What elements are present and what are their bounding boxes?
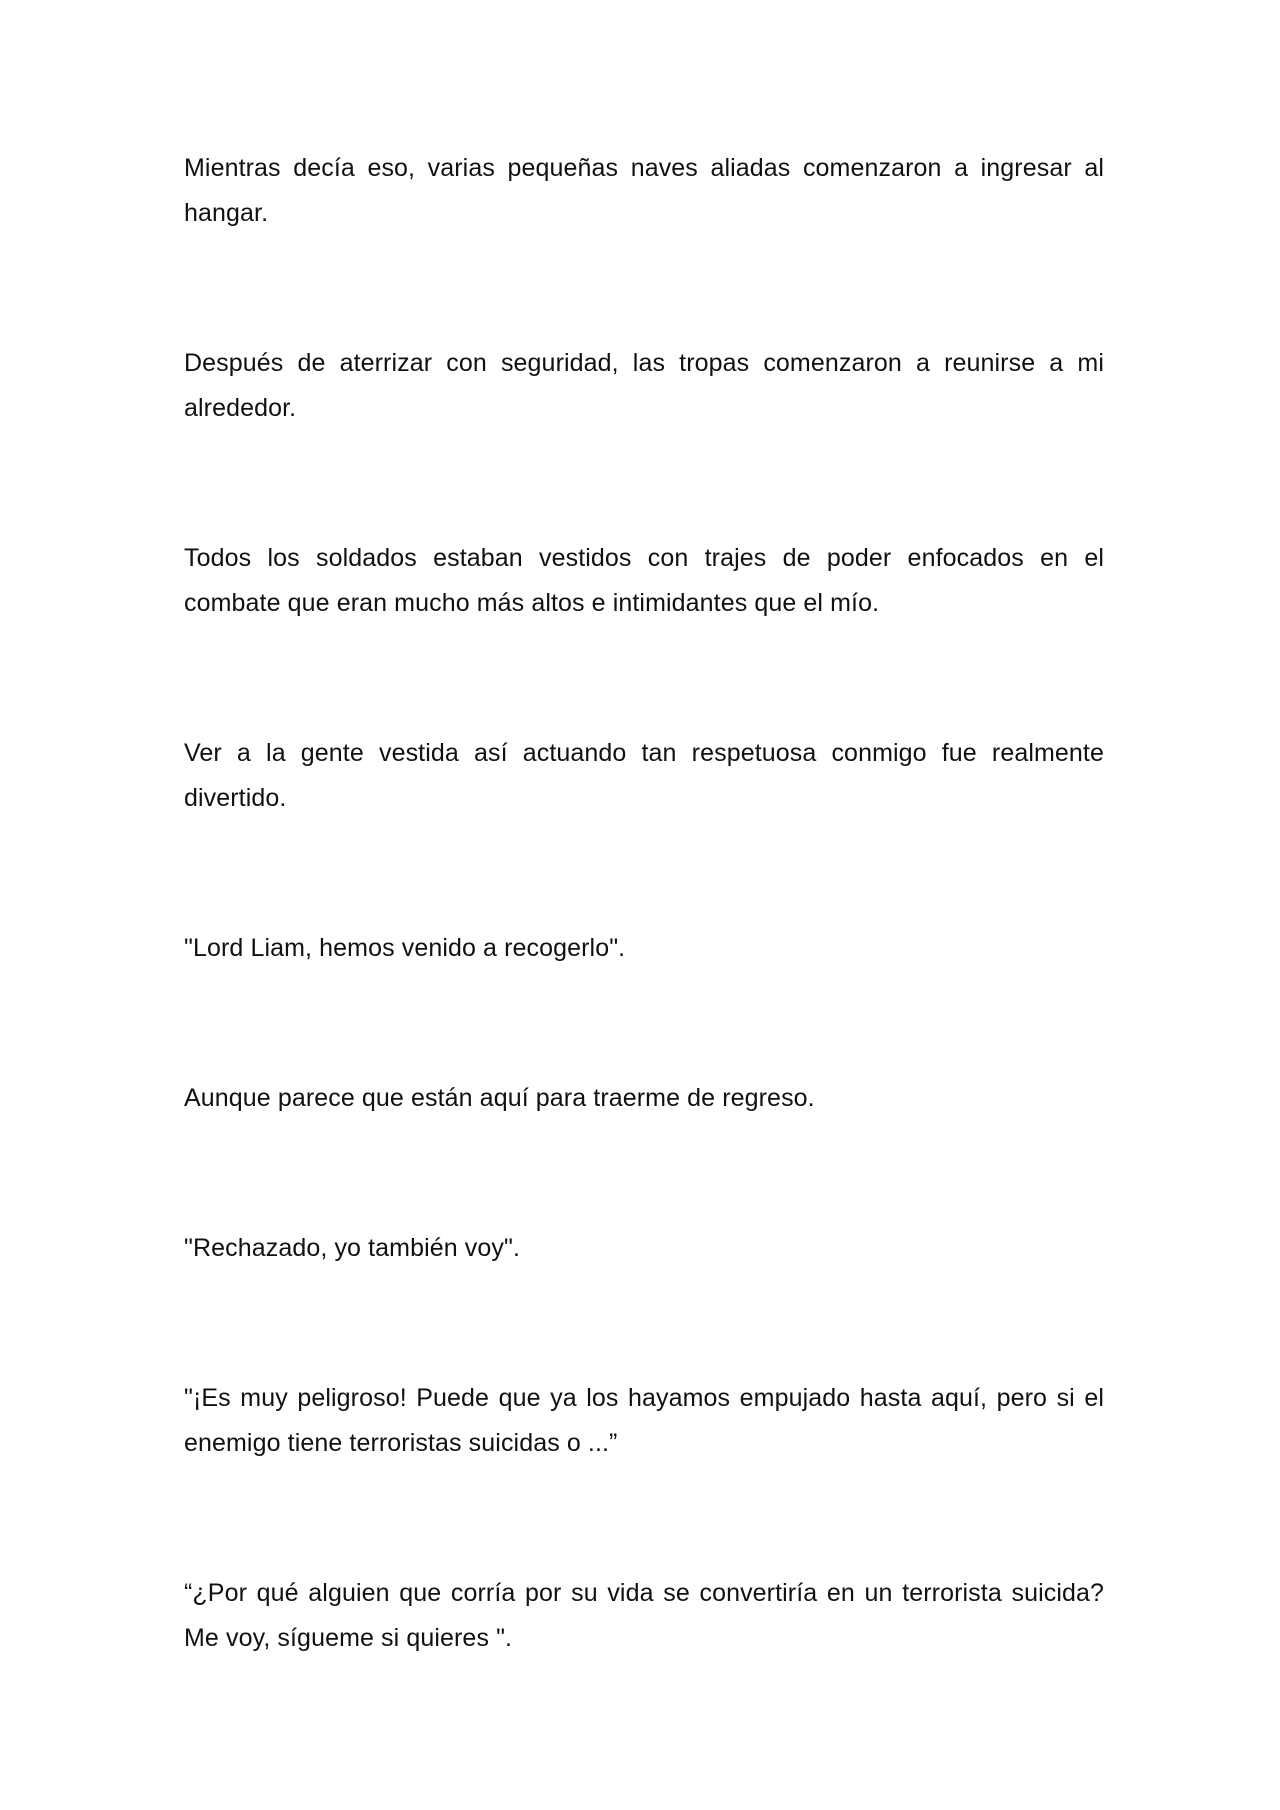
paragraph-9: “¿Por qué alguien que corría por su vida se convertiría en un terrorista suicida? Me voy, sígueme si quieres ".: [184, 1579, 1104, 1652]
paragraph-3: Todos los soldados estaban vestidos con trajes de poder enfocados en el combate que eran mucho más altos e intimidantes que el mío.: [184, 544, 1104, 617]
paragraph-8: "¡Es muy peligroso! Puede que ya los hayamos empujado hasta aquí, pero si el enemigo tiene terroristas suicidas o ...”: [184, 1384, 1104, 1457]
paragraph-4: Ver a la gente vestida así actuando tan respetuosa conmigo fue realmente divertido.: [184, 739, 1104, 812]
paragraph-7: "Rechazado, yo también voy".: [184, 1234, 521, 1262]
paragraph-2: Después de aterrizar con seguridad, las tropas comenzaron a reunirse a mi alrededor.: [184, 349, 1104, 422]
paragraph-5: "Lord Liam, hemos venido a recogerlo".: [184, 934, 626, 962]
paragraph-6: Aunque parece que están aquí para traerme de regreso.: [184, 1084, 815, 1112]
paragraph-1: Mientras decía eso, varias pequeñas naves aliadas comenzaron a ingresar al hangar.: [184, 154, 1104, 227]
